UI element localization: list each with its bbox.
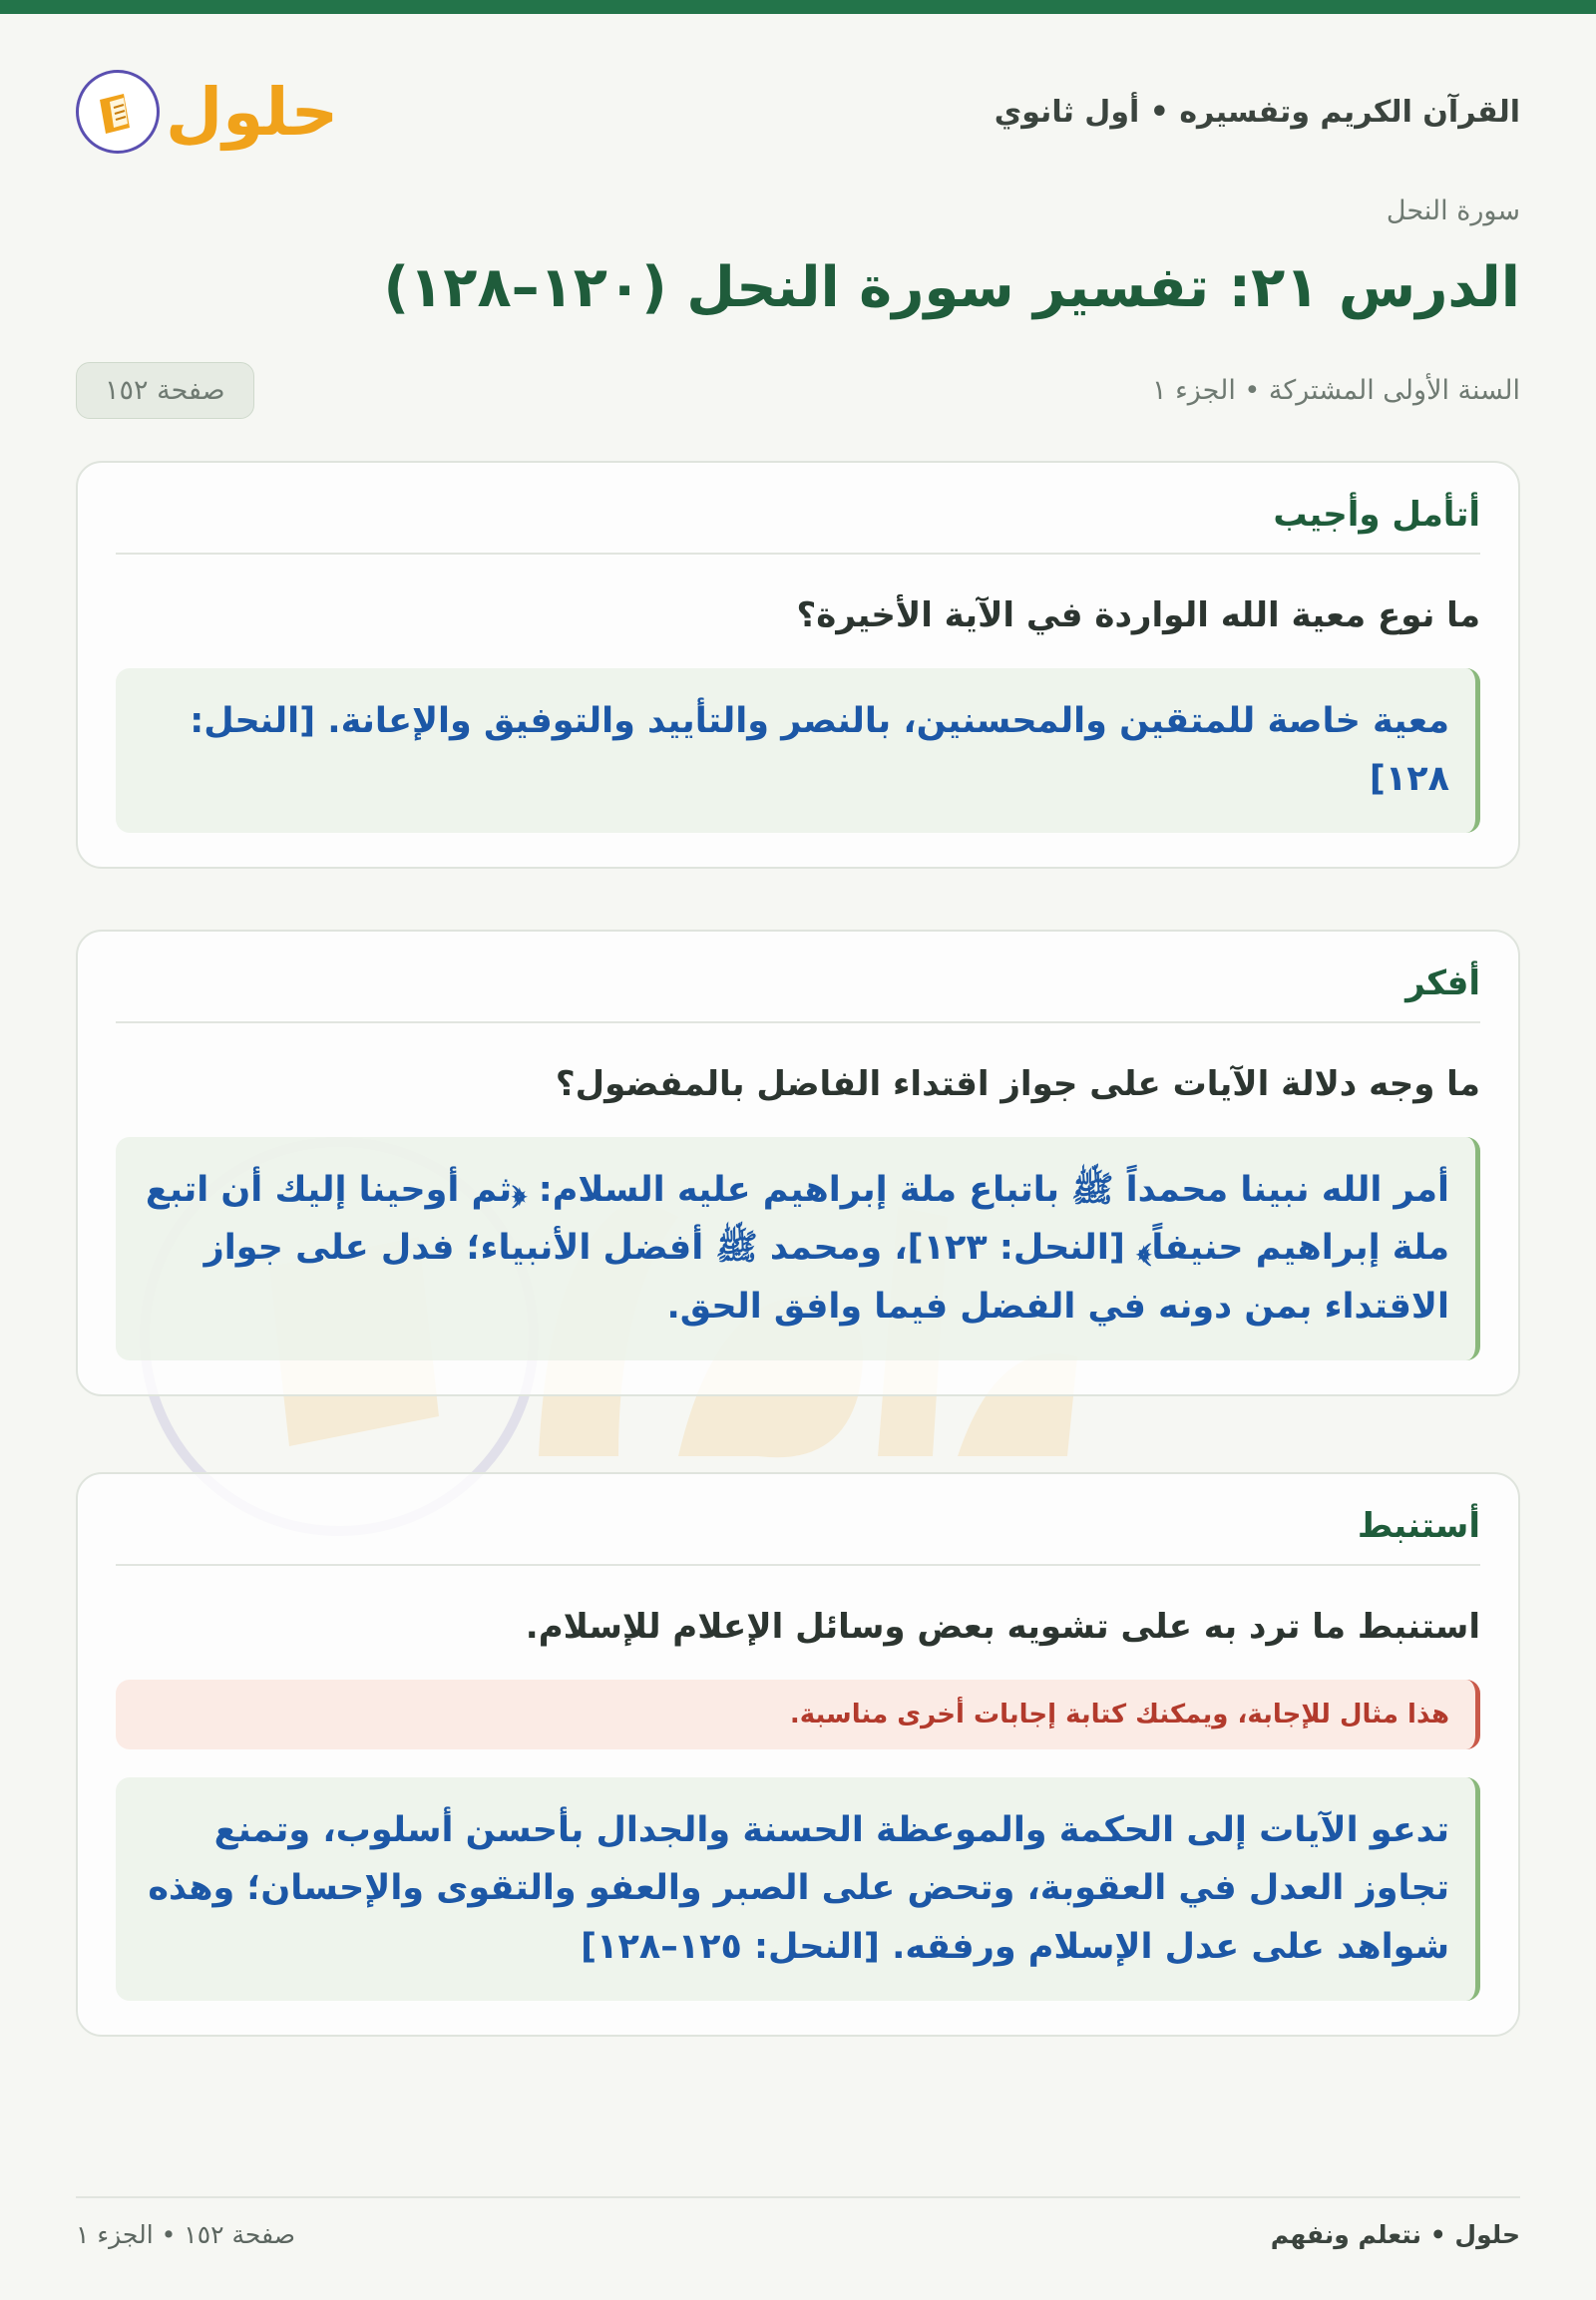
lesson-meta-row bbox=[76, 357, 1520, 423]
question-text: استنبط ما ترد به على تشويه بعض وسائل الإعلام للإسلام. bbox=[525, 1607, 1480, 1647]
section-title: أستنبط bbox=[116, 1506, 1480, 1566]
section-title: أفكر bbox=[116, 963, 1480, 1023]
lesson-meta: السنة الأولى المشتركة • الجزء ١ bbox=[1151, 374, 1520, 406]
book-icon bbox=[76, 70, 160, 154]
section-card-deduce bbox=[76, 1472, 1520, 2037]
page-title: الدرس ٢١: تفسير سورة النحل (١٢٠–١٢٨) bbox=[383, 255, 1520, 320]
logo-text: حلول bbox=[166, 73, 339, 151]
footer-page-info: صفحة ١٥٢ • الجزء ١ bbox=[76, 2219, 295, 2249]
footer-brand: حلول • نتعلم ونفهم bbox=[1270, 2219, 1520, 2249]
page-header bbox=[76, 66, 1520, 158]
answer-box: معية خاصة للمتقين والمحسنين، بالنصر والتأييد والتوفيق والإعانة. [النحل: ١٢٨] bbox=[116, 668, 1480, 834]
answer-box: تدعو الآيات إلى الحكمة والموعظة الحسنة والجدال بأحسن أسلوب، وتمنع تجاوز العدل في العقوبة، وتحض على الصبر والعفو والتقوى والإحسان؛ وهذه شواهد على عدل الإسلام ورفقه. [النحل: ١٢٥–١٢٨] bbox=[116, 1777, 1480, 2001]
page-footer bbox=[76, 2196, 1520, 2270]
example-answer-note: هذا مثال للإجابة، ويمكنك كتابة إجابات أخرى مناسبة. bbox=[116, 1680, 1480, 1749]
question-text: ما نوع معية الله الواردة في الآية الأخيرة؟ bbox=[796, 595, 1480, 635]
brand-logo[interactable] bbox=[76, 70, 338, 154]
section-card-reflect bbox=[76, 461, 1520, 869]
question-text: ما وجه دلالة الآيات على جواز اقتداء الفاضل بالمفضول؟ bbox=[555, 1064, 1480, 1104]
subject-title: القرآن الكريم وتفسيره • أول ثانوي bbox=[994, 94, 1520, 130]
section-card-think bbox=[76, 930, 1520, 1396]
page-number-badge: صفحة ١٥٢ bbox=[76, 362, 254, 419]
breadcrumb[interactable]: سورة النحل bbox=[1386, 195, 1520, 226]
answer-box: أمر الله نبينا محمداً ﷺ باتباع ملة إبراهيم عليه السلام: ﴿ثم أوحينا إليك أن اتبع ملة إبراهيم حنيفاً﴾ [النحل: ١٢٣]، ومحمد ﷺ أفضل الأنبياء؛ فدل على جواز الاقتداء بمن دونه في الفضل فيما وافق الحق. bbox=[116, 1137, 1480, 1360]
top-accent-bar bbox=[0, 0, 1596, 14]
section-title: أتأمل وأجيب bbox=[116, 495, 1480, 555]
